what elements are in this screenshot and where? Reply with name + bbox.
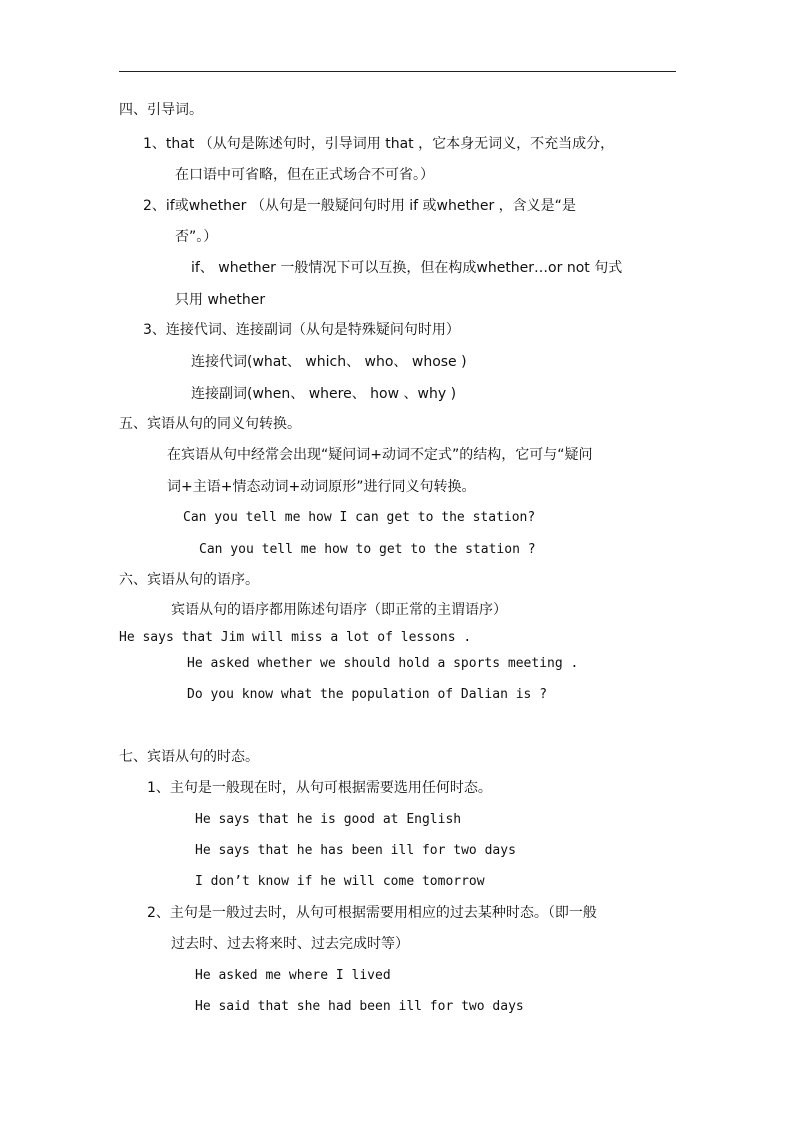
section-heading-5: 五、宾语从句的同义句转换。 bbox=[119, 416, 301, 432]
header-rule bbox=[119, 71, 676, 72]
example-sentence: Do you know what the population of Dalian is ? bbox=[187, 687, 548, 702]
example-sentence: He said that she had been ill for two days bbox=[195, 999, 524, 1014]
point-4-2-cont: 否”。） bbox=[175, 229, 218, 245]
point-4-3: 3、连接代词、连接副词（从句是特殊疑问句时用） bbox=[143, 322, 460, 338]
point-7-2: 2、主句是一般过去时，从句可根据需要用相应的过去某种时态。（即一般 bbox=[147, 905, 597, 921]
example-sentence: I don’t know if he will come tomorrow bbox=[195, 874, 485, 889]
section-5-paragraph: 在宾语从句中经常会出现“疑问词+动词不定式”的结构，它可与“疑问 bbox=[167, 447, 593, 463]
example-sentence: He asked whether we should hold a sports meeting . bbox=[187, 656, 579, 671]
point-4-2-note: if、 whether 一般情况下可以互换，但在构成whether…or not 句式 bbox=[191, 260, 623, 276]
example-sentence: He says that Jim will miss a lot of lessons . bbox=[119, 630, 472, 645]
section-heading-6: 六、宾语从句的语序。 bbox=[119, 572, 259, 588]
example-sentence: He says that he has been ill for two days bbox=[195, 843, 516, 858]
example-sentence: He says that he is good at English bbox=[195, 812, 462, 827]
section-6-paragraph: 宾语从句的语序都用陈述句语序（即正常的主谓语序） bbox=[171, 602, 507, 618]
point-4-1: 1、that （从句是陈述句时，引导词用 that ，它本身无词义，不充当成分， bbox=[143, 136, 615, 152]
point-4-3-adverbs: 连接副词(when、 where、 how 、why ) bbox=[191, 386, 457, 402]
section-heading-7: 七、宾语从句的时态。 bbox=[119, 749, 259, 765]
point-4-2: 2、if或whether （从句是一般疑问句时用 if 或whether ，含义是“是 bbox=[143, 198, 576, 214]
example-sentence: He asked me where I lived bbox=[195, 968, 391, 983]
point-4-2-note-cont: 只用 whether bbox=[175, 292, 266, 308]
point-7-2-cont: 过去时、过去将来时、过去完成时等） bbox=[171, 936, 409, 952]
point-4-3-pronouns: 连接代词(what、 which、 who、 whose ) bbox=[191, 354, 467, 370]
section-5-paragraph-cont: 词+主语+情态动词+动词原形”进行同义句转换。 bbox=[167, 479, 476, 495]
point-7-1: 1、主句是一般现在时，从句可根据需要选用任何时态。 bbox=[147, 780, 492, 796]
section-heading-4: 四、引导词。 bbox=[119, 102, 203, 118]
example-sentence: Can you tell me how I can get to the station? bbox=[183, 510, 536, 525]
point-4-1-cont: 在口语中可省略，但在正式场合不可省。） bbox=[175, 167, 434, 183]
example-sentence: Can you tell me how to get to the station ? bbox=[199, 542, 536, 557]
